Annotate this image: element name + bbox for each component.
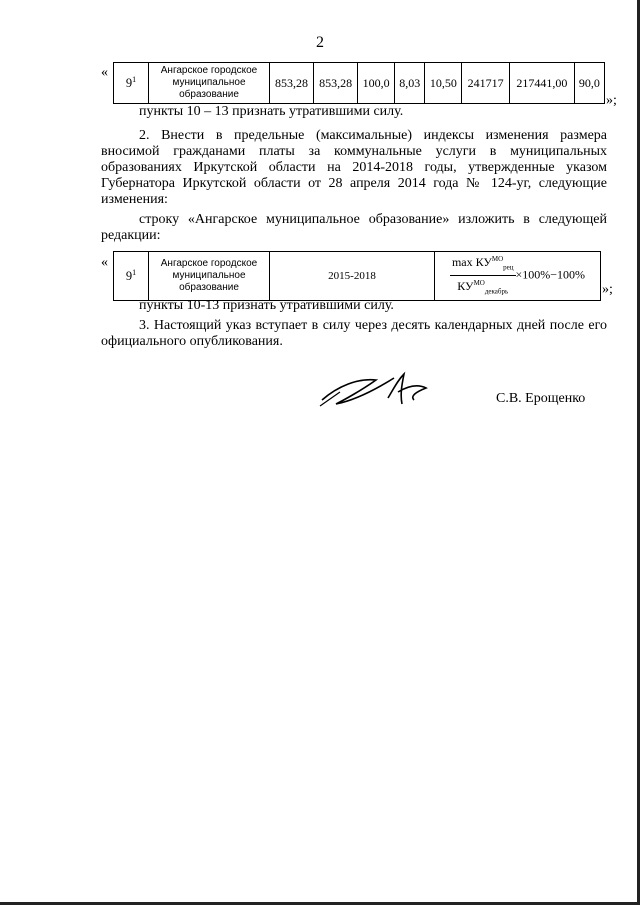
- table-row: [114, 252, 601, 301]
- row-number: $9^1$: [114, 252, 149, 301]
- index-formula: $\frac{\max КУ^{МО}_{рец}}{КУ^{МО}_{декабрь}}$ ×100%−100%: [450, 252, 585, 300]
- close-quote: »;: [602, 282, 613, 297]
- table-cell: 100,0: [358, 63, 395, 104]
- paragraph-4: пункты 10-13 признать утратившими силу.: [139, 298, 394, 313]
- table-row: [114, 63, 605, 104]
- municipality-name: Ангарское городское муниципальное образование: [149, 63, 270, 104]
- municipality-name: Ангарское городское муниципальное образование: [149, 252, 270, 301]
- paragraph-3: строку «Ангарское муниципальное образование» изложить в следующей редакции:: [101, 212, 607, 243]
- table-cell: 853,28: [314, 63, 358, 104]
- table-cell: 10,50: [425, 63, 462, 104]
- page-number: 2: [316, 34, 324, 51]
- amendment-table-1: [113, 62, 605, 104]
- table-cell: 217441,00: [509, 63, 574, 104]
- handwritten-signature: [318, 370, 430, 410]
- table-cell: 241717: [462, 63, 510, 104]
- row-number: $9^1$: [114, 63, 149, 104]
- table-cell: 853,28: [270, 63, 314, 104]
- table-cell: 90,0: [574, 63, 604, 104]
- open-quote: «: [101, 255, 108, 270]
- table-cell: 8,03: [395, 63, 425, 104]
- paragraph-2: 2. Внести в предельные (максимальные) индексы изменения размера вносимой гражданами платы за коммунальные услуги в муниципальных образованиях Иркутской области на 2014-2018 годы, утвержденные указом Губернатора Иркутской области от 28 апреля 2014 года № 124-уг, следующие изменения:: [101, 128, 607, 207]
- open-quote: «: [101, 65, 108, 80]
- paragraph-1: пункты 10 – 13 признать утратившими силу.: [139, 104, 404, 119]
- formula-cell: [435, 252, 601, 301]
- amendment-table-2: [113, 251, 601, 301]
- paragraph-5: 3. Настоящий указ вступает в силу через десять календарных дней после его официального опубликования.: [101, 318, 607, 349]
- close-quote: »;: [606, 93, 617, 108]
- signer-name: С.В. Ерощенко: [496, 391, 586, 406]
- period-cell: 2015-2018: [270, 252, 435, 301]
